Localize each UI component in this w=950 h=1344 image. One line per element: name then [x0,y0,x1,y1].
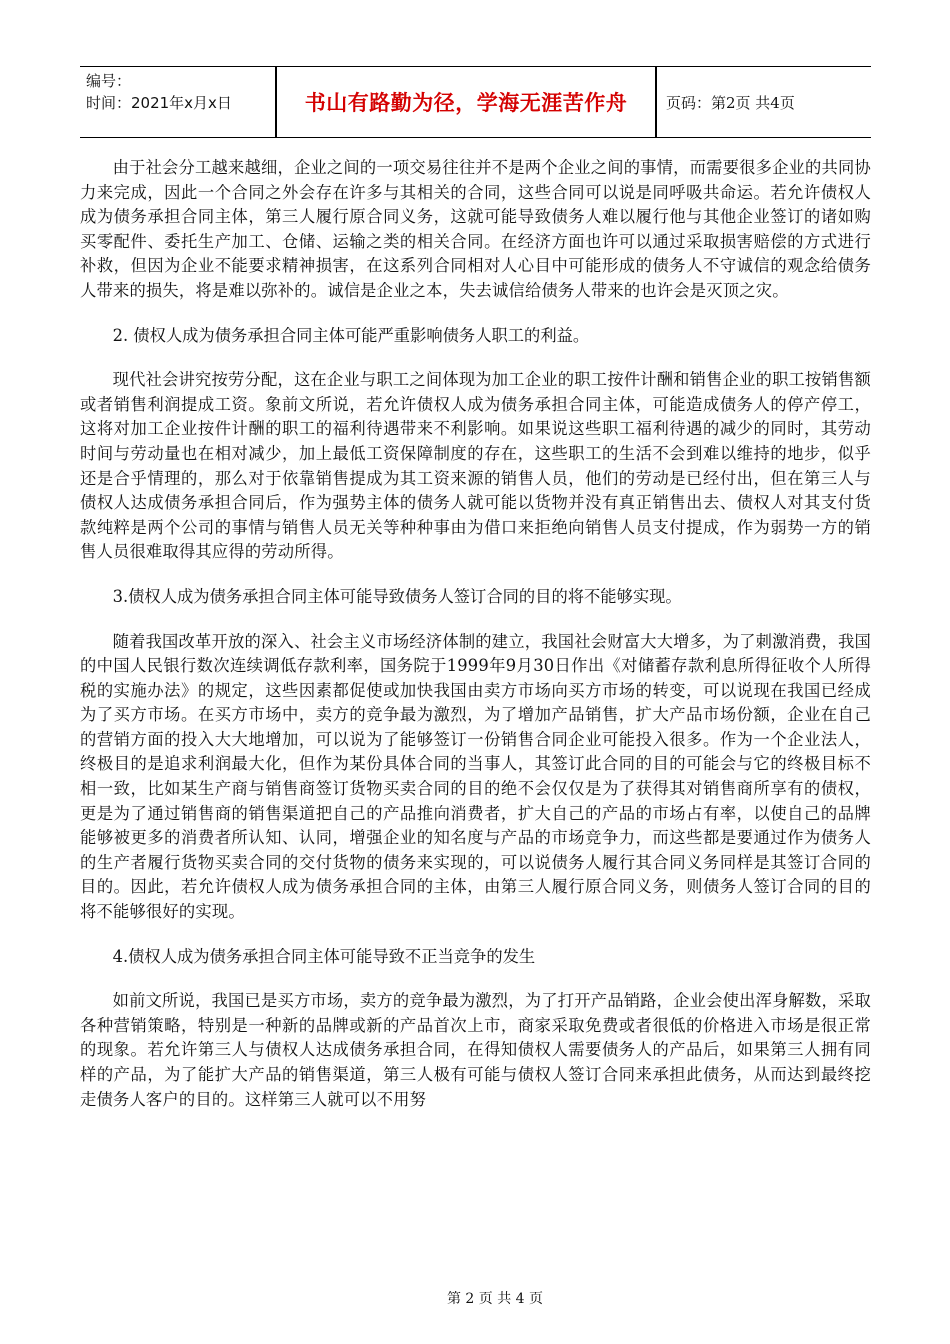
document-body [80,156,871,1112]
header-divider [655,67,657,137]
paragraph: 如前文所说，我国已是买方市场，卖方的竞争最为激烈，为了打开产品销路，企业会使出浑身解数，采取各种营销策略，特别是一种新的品牌或新的产品首次上市，商家采取免费或者很低的价格进入市场是很正常的现象。若允许第三人与债权人达成债务承担合同，在得知债权人需要债务人的产品后，如果第三人拥有同样的产品，为了能扩大产品的销售渠道，第三人极有可能与债权人签订合同来承担此债务，从而达到最终挖走债务人客户的目的。这样第三人就可以不用努 [80,991,871,1109]
page-footer: 第 2 页 共 4 页 [446,1291,544,1307]
section-heading: 2. 债权人成为债务承担合同主体可能严重影响债务人职工的利益。 [112,325,590,345]
page-header [80,66,871,138]
section-heading: 4.债权人成为债务承担合同主体可能导致不正当竞争的发生 [112,946,536,966]
document-time-label: 时间：2021年x月x日 [86,94,232,112]
header-meta [86,70,232,114]
header-page-info: 页码：第2页 共4页 [666,93,795,112]
paragraph: 随着我国改革开放的深入、社会主义市场经济体制的建立，我国社会财富大大增多，为了刺激消费，我国的中国人民银行数次连续调低存款利率，国务院于1999年9月30日作出《对储蓄存款利息所得征收个人所得税的实施办法》的规定，这些因素都促使或加快我国由卖方市场向买方市场的转变，可以说现在我国已经成为了买方市场。在买方市场中，卖方的竞争最为激烈，为了增加产品销售，扩大产品市场份额，企业在自己的营销方面的投入大大地增加，可以说为了能够签订一份销售合同企业可能投入很多。作为一个企业法人，终极目的是追求利润最大化，但作为某份具体合同的当事人，其签订此合同的目的可能会与它的终极目标不相一致，比如某生产商与销售商签订货物买卖合同的目的绝不会仅仅是为了获得其对销售商所享有的债权，更是为了通过销售商的销售渠道把自己的产品推向消费者，扩大自己的产品的市场占有率，以使自己的品牌能够被更多的消费者所认知、认同，增强企业的知名度与产品的市场竞争力，而这些都是要通过作为债务人的生产者履行货物买卖合同的交付货物的债务来实现的，可以说债务人履行其合同义务同样是其签订合同的目的。因此，若允许债权人成为债务承担合同的主体，由第三人履行原合同义务，则债务人签订合同的目的将不能够很好的实现。 [80,631,871,922]
paragraph: 由于社会分工越来越细，企业之间的一项交易往往并不是两个企业之间的事情，而需要很多企业的共同协力来完成，因此一个合同之外会存在许多与其相关的合同，这些合同可以说是同呼吸共命运。若允许债权人成为债务承担合同主体，第三人履行原合同义务，这就可能导致债务人难以履行他与其他企业签订的诸如购买零配件、委托生产加工、仓储、运输之类的相关合同。在经济方面也许可以通过采取损害赔偿的方式进行补救，但因为企业不能要求精神损害，在这系列合同相对人心目中可能形成的债务人不守诚信的观念给债务人带来的损失，将是难以弥补的。诚信是企业之本，失去诚信给债务人带来的也许会是灭顶之灾。 [80,158,871,300]
header-motto: 书山有路勤为径，学海无涯苦作舟 [304,91,628,115]
document-number-label: 编号： [86,72,132,90]
section-heading: 3.债权人成为债务承担合同主体可能导致债务人签订合同的目的将不能够实现。 [112,586,682,606]
paragraph: 现代社会讲究按劳分配，这在企业与职工之间体现为加工企业的职工按件计酬和销售企业的职工按销售额或者销售利润提成工资。象前文所说，若允许债权人成为债务承担合同主体，可能造成债务人的停产停工，这将对加工企业按件计酬的职工的福利待遇带来不利影响。如果说这些职工福利待遇的减少的同时，其劳动时间与劳动量也在相对减少，加上最低工资保障制度的存在，这些职工的生活不会到难以维持的地步，似乎还是合乎情理的，那么对于依靠销售提成为其工资来源的销售人员，他们的劳动是已经付出，但在第三人与债权人达成债务承担合同后，作为强势主体的债务人就可能以货物并没有真正销售出去、债权人对其支付货款纯粹是两个公司的事情与销售人员无关等种种事由为借口来拒绝向销售人员支付提成，作为弱势一方的销售人员很难取得其应得的劳动所得。 [80,370,871,562]
